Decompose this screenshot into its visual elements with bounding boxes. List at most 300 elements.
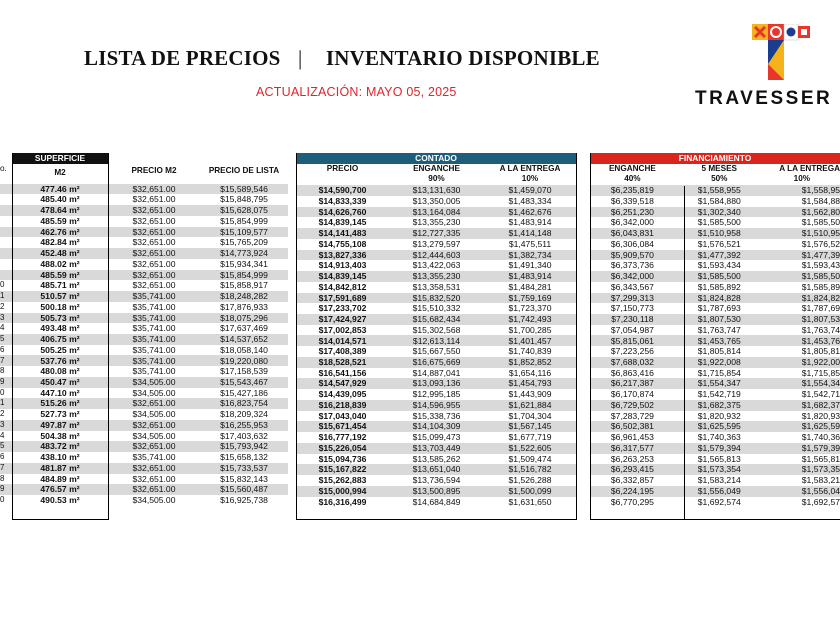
precio-cell: $14,547,929 [296,378,389,389]
m2-cell: 406.75 m² [12,334,108,345]
m2-cell: 447.10 m² [12,388,108,399]
precio-m2-cell: $32,651.00 [108,184,200,195]
meses-pct: 50% [711,174,728,184]
table-row [590,282,840,293]
precio-lista-cell: $18,058,140 [200,345,288,356]
precio-lista-cell: $17,876,933 [200,302,288,313]
table-row [590,250,840,261]
entrega-cell: $1,704,304 [484,411,576,422]
entrega-cell: $1,483,914 [484,217,576,228]
precio-lista-cell: $18,075,296 [200,313,288,324]
precio-cell: $17,002,853 [296,325,389,336]
precio-m2-cell: $32,651.00 [108,280,200,291]
precio-cell: $15,262,883 [296,475,389,486]
fin-entrega-cell: $1,625,59 [764,421,840,432]
enganche-cell: $13,358,531 [389,282,484,293]
enganche-cell: $15,510,332 [389,303,484,314]
superficie-left-rule [12,153,13,520]
m2-cell: 497.87 m² [12,420,108,431]
update-date: ACTUALIZACIÓN: MAYO 05, 2025 [256,85,457,99]
enganche-cell: $15,302,568 [389,325,484,336]
table-row [0,441,288,452]
enganche-cell: $14,104,309 [389,421,484,432]
fin-entrega-pct: 10% [793,174,811,184]
table-row [296,497,576,508]
meses-cell: $1,740,363 [675,432,764,443]
fin-enganche-cell: $6,043,831 [590,228,675,239]
meses-header: 5 MESES [701,163,738,173]
table-row [296,389,576,400]
entrega-cell: $1,401,457 [484,335,576,346]
precio-m2-cell: $34,505.00 [108,431,200,442]
table-row [590,217,840,228]
contado-bottom-rule [296,519,577,520]
fin-enganche-cell: $6,339,518 [590,196,675,207]
table-row [590,239,840,250]
entrega-cell: $1,526,288 [484,475,576,486]
entrega-cell: $1,759,169 [484,293,576,304]
enganche-cell: $14,596,955 [389,400,484,411]
fin-entrega-cell: $1,477,39 [764,250,840,261]
fin-entrega-cell: $1,579,39 [764,443,840,454]
unit-id-cell [0,270,12,281]
fin-entrega-cell: $1,585,50 [764,217,840,228]
meses-cell: $1,787,693 [675,303,764,314]
m2-cell: 493.48 m² [12,323,108,334]
precio-cell: $17,043,040 [296,411,389,422]
contado-left-rule [296,153,297,520]
precio-cell: $14,590,700 [296,185,389,196]
a-la-entrega-header: A LA ENTREGA [499,163,561,173]
unit-id-cell: 3 [0,420,12,431]
meses-cell: $1,556,049 [675,486,764,497]
entrega-cell: $1,491,340 [484,260,576,271]
m2-cell: 481.87 m² [12,463,108,474]
meses-cell: $1,558,955 [675,185,764,196]
meses-cell: $1,715,854 [675,368,764,379]
precio-m2-cell: $34,505.00 [108,388,200,399]
unit-id-cell: 5 [0,334,12,345]
precio-m2-cell: $35,741.00 [108,302,200,313]
precio-lista-cell: $17,637,469 [200,323,288,334]
precio-lista-cell: $15,543,467 [200,377,288,388]
m2-cell: 482.84 m² [12,237,108,248]
table-row [590,368,840,379]
entrega-cell: $1,740,839 [484,346,576,357]
table-row [296,400,576,411]
unit-id-cell: 4 [0,323,12,334]
m2-cell: 504.38 m² [12,431,108,442]
unit-id-cell: 0 [0,280,12,291]
fin-enganche-cell: $5,909,570 [590,250,675,261]
table-row [0,184,288,195]
enganche-cell: $13,355,230 [389,271,484,282]
precio-lista-cell: $15,733,537 [200,463,288,474]
fin-enganche-cell: $6,170,874 [590,389,675,400]
enganche-cell: $15,667,550 [389,346,484,357]
precio-cell: $16,316,499 [296,497,389,508]
table-row [0,463,288,474]
table-row [296,411,576,422]
meses-cell: $1,585,500 [675,217,764,228]
precio-cell: $16,218,839 [296,400,389,411]
unit-id-cell: 8 [0,474,12,485]
precio-lista-cell: $15,858,917 [200,280,288,291]
enganche-cell: $13,350,005 [389,196,484,207]
table-row [590,432,840,443]
fin-enganche-cell: $6,217,387 [590,378,675,389]
precio-cell: $18,528,521 [296,357,389,368]
fin-enganche-cell: $6,293,415 [590,464,675,475]
table-row [296,378,576,389]
precio-lista-cell: $16,255,953 [200,420,288,431]
meses-cell: $1,477,392 [675,250,764,261]
m2-cell: 485.59 m² [12,216,108,227]
entrega-cell: $1,522,605 [484,443,576,454]
unit-id-cell: 1 [0,398,12,409]
table-row [590,486,840,497]
superficie-right-rule [108,153,109,520]
table-row [0,248,288,259]
table-row [296,217,576,228]
table-row [0,302,288,313]
table-row [590,421,840,432]
m2-cell: 483.72 m² [12,441,108,452]
enganche-cell: $12,613,114 [389,335,484,346]
table-row [0,194,288,205]
unit-id-cell: 0 [0,495,12,506]
precio-lista-cell: $15,793,942 [200,441,288,452]
table-row [590,475,840,486]
superficie-bottom-rule [12,519,109,520]
enganche-cell: $13,093,136 [389,378,484,389]
table-row [296,314,576,325]
fin-enganche-cell: $7,054,987 [590,325,675,336]
precio-m2-cell: $34,505.00 [108,495,200,506]
precio-lista-cell: $15,765,209 [200,237,288,248]
fin-entrega-header: A LA ENTREGA [779,163,840,173]
precio-cell: $14,839,145 [296,271,389,282]
precio-lista-cell: $19,220,080 [200,355,288,366]
fin-enganche-cell: $6,317,577 [590,443,675,454]
enganche-cell: $15,832,520 [389,293,484,304]
fin-enganche-cell: $6,263,253 [590,454,675,465]
table-row [0,259,288,270]
precio-m2-cell: $32,651.00 [108,227,200,238]
meses-cell: $1,922,008 [675,357,764,368]
table-row [590,454,840,465]
table-row [590,196,840,207]
meses-cell: $1,585,500 [675,271,764,282]
meses-cell: $1,565,813 [675,454,764,465]
fin-entrega-cell: $1,554,34 [764,378,840,389]
unit-id-cell [0,216,12,227]
fin-entrega-cell: $1,787,69 [764,303,840,314]
entrega-cell: $1,483,334 [484,196,576,207]
fin-entrega-cell: $1,565,81 [764,454,840,465]
table-row [590,400,840,411]
meses-cell: $1,579,394 [675,443,764,454]
fin-entrega-cell: $1,824,82 [764,293,840,304]
contado-right-rule [576,153,577,520]
table-row [296,443,576,454]
entrega-cell: $1,516,782 [484,464,576,475]
m2-cell: 537.76 m² [12,355,108,366]
meses-cell: $1,682,375 [675,400,764,411]
entrega-cell: $1,483,914 [484,271,576,282]
table-row [296,475,576,486]
enganche-cell: $13,585,262 [389,454,484,465]
fin-enganche-cell: $7,283,729 [590,411,675,422]
m2-cell: 488.02 m² [12,259,108,270]
fin-entrega-cell: $1,510,95 [764,228,840,239]
m2-cell: 505.73 m² [12,313,108,324]
table-row [296,368,576,379]
fin-entrega-cell: $1,542,71 [764,389,840,400]
table-row [0,291,288,302]
table-row [590,314,840,325]
enganche-cell: $14,887,041 [389,368,484,379]
table-row [296,325,576,336]
unit-id-cell: 9 [0,377,12,388]
meses-cell: $1,584,880 [675,196,764,207]
m2-cell: 450.47 m² [12,377,108,388]
entrega-cell: $1,852,852 [484,357,576,368]
precio-lista-cell: $17,158,539 [200,366,288,377]
fin-left-rule [590,153,591,520]
enganche-cell: $12,727,335 [389,228,484,239]
meses-cell: $1,763,747 [675,325,764,336]
fin-enganche-cell: $6,502,381 [590,421,675,432]
table-row [590,346,840,357]
entrega-cell: $1,700,285 [484,325,576,336]
precio-cell: $17,424,927 [296,314,389,325]
contado-header: CONTADO [296,153,576,164]
table-row [590,335,840,346]
precio-cell: $15,671,454 [296,421,389,432]
table-row [296,335,576,346]
meses-cell: $1,824,828 [675,293,764,304]
enganche-cell: $14,684,849 [389,497,484,508]
precio-m2-cell: $32,651.00 [108,463,200,474]
empty-cell [0,153,12,164]
unit-id-cell: 1 [0,291,12,302]
unit-id-cell: 8 [0,366,12,377]
table-row [0,484,288,495]
fin-entrega-cell: $1,562,80 [764,207,840,218]
table-row [590,389,840,400]
entrega-cell: $1,462,676 [484,207,576,218]
fin-enganche-cell: $6,235,819 [590,185,675,196]
precio-lista-cell: $16,925,738 [200,495,288,506]
precio-m2-cell: $32,651.00 [108,398,200,409]
meses-cell: $1,302,340 [675,207,764,218]
unit-id-cell [0,248,12,259]
precio-m2-cell: $32,651.00 [108,216,200,227]
m2-cell: 477.46 m² [12,184,108,195]
contado-table [296,153,576,507]
superficie-header: SUPERFICIE [12,153,108,164]
table-row [296,228,576,239]
table-row [0,216,288,227]
table-row [296,464,576,475]
precio-cell: $17,233,702 [296,303,389,314]
table-row [590,271,840,282]
fin-entrega-cell: $1,556,04 [764,486,840,497]
fin-entrega-cell: $1,585,89 [764,282,840,293]
id-header: o. [0,163,7,173]
meses-cell: $1,625,595 [675,421,764,432]
table-row [590,185,840,196]
entrega-cell: $1,654,116 [484,368,576,379]
precio-cell: $14,014,571 [296,335,389,346]
table-row [0,355,288,366]
fin-entrega-cell: $1,740,36 [764,432,840,443]
m2-cell: 527.73 m² [12,409,108,420]
precio-cell: $14,833,339 [296,196,389,207]
table-row [296,421,576,432]
entrega-cell: $1,677,719 [484,432,576,443]
financiamiento-table [590,153,840,507]
entrega-cell: $1,475,511 [484,239,576,250]
precio-cell: $15,094,736 [296,454,389,465]
precio-m2-cell: $32,651.00 [108,270,200,281]
precio-cell: $14,842,812 [296,282,389,293]
enganche-cell: $13,355,230 [389,217,484,228]
unit-id-cell: 7 [0,463,12,474]
fin-entrega-cell: $1,807,53 [764,314,840,325]
fin-entrega-cell: $1,558,95 [764,185,840,196]
entrega-cell: $1,500,099 [484,486,576,497]
fin-enganche-pct: 40% [624,174,641,184]
m2-cell: 515.26 m² [12,398,108,409]
precio-m2-cell: $32,651.00 [108,194,200,205]
fin-enganche-cell: $6,729,502 [590,400,675,411]
enganche-header: ENGANCHE [413,163,460,173]
fin-entrega-cell: $1,576,52 [764,239,840,250]
precio-cell: $14,755,108 [296,239,389,250]
entrega-cell: $1,567,145 [484,421,576,432]
table-row [590,303,840,314]
table-row [0,398,288,409]
precio-m2-cell: $35,741.00 [108,452,200,463]
unit-id-cell: 2 [0,302,12,313]
enganche-cell: $16,675,669 [389,357,484,368]
table-row [590,464,840,475]
entrega-cell: $1,723,370 [484,303,576,314]
unit-id-cell [0,205,12,216]
table-row [0,366,288,377]
fin-entrega-cell: $1,585,50 [764,271,840,282]
unit-id-cell: 6 [0,452,12,463]
table-row [0,409,288,420]
table-row [296,303,576,314]
table-row [296,432,576,443]
meses-cell: $1,807,530 [675,314,764,325]
precio-lista-cell: $15,934,341 [200,259,288,270]
precio-cell: $17,408,389 [296,346,389,357]
table-row [296,357,576,368]
meses-cell: $1,585,892 [675,282,764,293]
page-title [84,46,600,71]
precio-cell: $14,839,145 [296,217,389,228]
table-row [0,323,288,334]
entrega-cell: $1,454,793 [484,378,576,389]
unit-id-cell: 9 [0,484,12,495]
table-row [0,313,288,324]
precio-m2-cell: $32,651.00 [108,420,200,431]
precio-m2-cell: $35,741.00 [108,355,200,366]
unit-id-cell: 7 [0,355,12,366]
enganche-cell: $13,703,449 [389,443,484,454]
table-row [590,497,840,508]
m2-cell: 438.10 m² [12,452,108,463]
title-inventario: INVENTARIO DISPONIBLE [325,46,600,70]
precio-header: PRECIO [326,163,359,173]
meses-cell: $1,576,521 [675,239,764,250]
precio-lista-header: PRECIO DE LISTA [208,166,280,176]
precio-cell: $17,591,689 [296,293,389,304]
fin-enganche-cell: $6,342,000 [590,217,675,228]
fin-enganche-header: ENGANCHE [608,163,656,173]
fin-entrega-cell: $1,715,85 [764,368,840,379]
table-row [0,205,288,216]
table-row [0,334,288,345]
enganche-pct: 90% [428,174,445,184]
precio-cell: $15,167,822 [296,464,389,475]
fin-entrega-cell: $1,682,37 [764,400,840,411]
entrega-cell: $1,484,281 [484,282,576,293]
precio-m2-cell: $35,741.00 [108,323,200,334]
m2-cell: 485.40 m² [12,194,108,205]
brand-name: TRAVESSER [695,88,833,109]
fin-enganche-cell: $7,223,256 [590,346,675,357]
fin-mid-rule [684,186,685,520]
table-row [0,431,288,442]
precio-lista-cell: $15,628,075 [200,205,288,216]
table-row [590,411,840,422]
table-row [590,378,840,389]
enganche-cell: $13,422,063 [389,260,484,271]
precio-cell: $14,913,403 [296,260,389,271]
meses-cell: $1,692,574 [675,497,764,508]
m2-cell: 452.48 m² [12,248,108,259]
fin-enganche-cell: $6,863,416 [590,368,675,379]
precio-m2-cell: $32,651.00 [108,484,200,495]
fin-enganche-cell: $6,251,230 [590,207,675,218]
superficie-table [0,153,288,506]
table-row [0,345,288,356]
table-row [0,237,288,248]
precio-cell: $16,541,156 [296,368,389,379]
table-row [0,227,288,238]
financiamiento-header: FINANCIAMIENTO [590,153,840,164]
precio-lista-cell: $15,109,577 [200,227,288,238]
table-row [296,346,576,357]
title-lista-precios: LISTA DE PRECIOS [84,46,281,70]
enganche-cell: $15,338,736 [389,411,484,422]
fin-entrega-cell: $1,922,00 [764,357,840,368]
precio-m2-cell: $32,651.00 [108,237,200,248]
m2-cell: 480.08 m² [12,366,108,377]
precio-lista-cell: $15,658,132 [200,452,288,463]
precio-m2-header: PRECIO M2 [131,166,177,176]
m2-cell: 484.89 m² [12,474,108,485]
entrega-cell: $1,414,148 [484,228,576,239]
fin-enganche-cell: $6,332,857 [590,475,675,486]
table-row [590,207,840,218]
precio-lista-cell: $15,427,186 [200,388,288,399]
